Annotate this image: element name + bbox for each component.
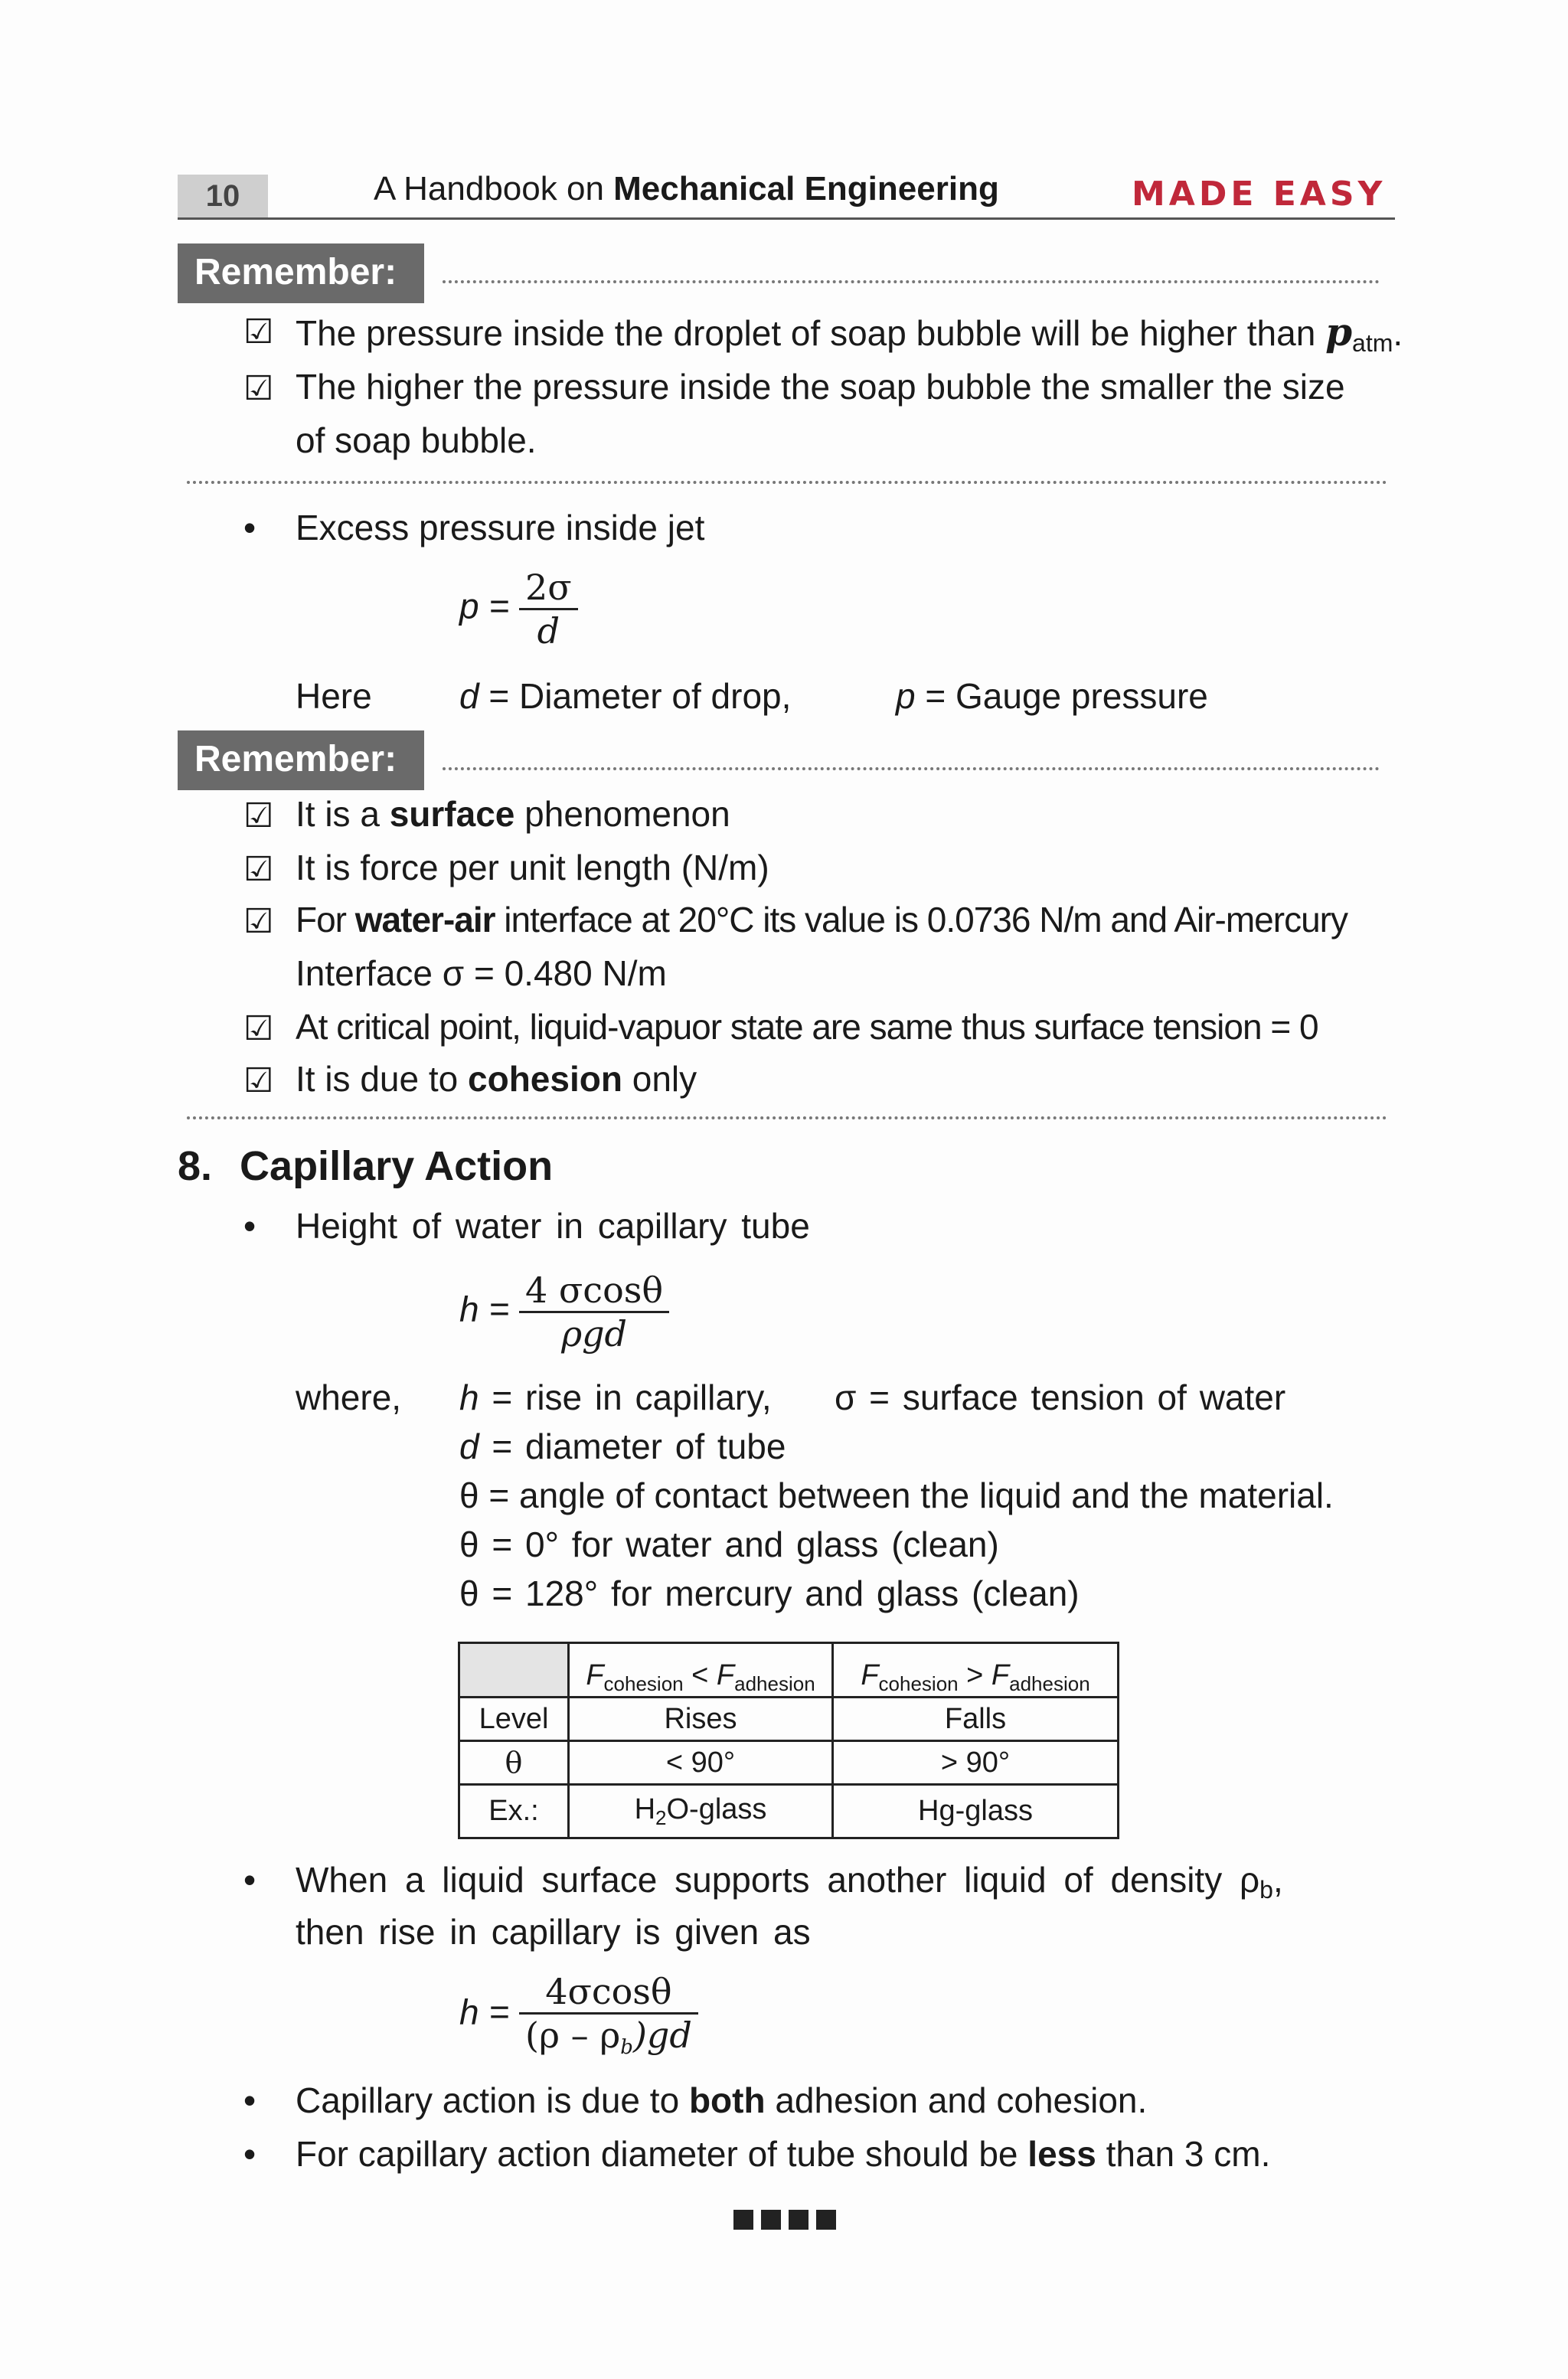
text: )gd	[632, 2015, 692, 2056]
remember2-item-3	[296, 899, 1348, 940]
def-theta	[459, 1475, 1334, 1516]
table-cell: Ex.:	[459, 1785, 569, 1838]
section-title: Capillary Action	[240, 1143, 554, 1189]
formula-lhs: p =	[459, 586, 510, 626]
text: only	[622, 1059, 697, 1099]
comparison-table	[458, 1642, 1119, 1839]
text: than 3 cm.	[1096, 2134, 1271, 2174]
formula-lhs: h =	[459, 1289, 510, 1329]
remember2-item-3-cont: Interface σ = 0.480 N/m	[296, 953, 667, 993]
force-symbol: F	[861, 1659, 879, 1691]
remember2-item-1	[296, 793, 730, 835]
checkbox-icon: ☑	[243, 903, 274, 940]
running-header	[374, 170, 999, 208]
text: For capillary action diameter of tube should be	[296, 2134, 1028, 2174]
numerator: 4σcosθ	[519, 1971, 698, 2015]
def-theta-water	[459, 1524, 999, 1565]
end-mark	[761, 2210, 781, 2230]
var: θ	[459, 1573, 479, 1613]
header-book-title: Mechanical Engineering	[613, 170, 999, 208]
subscript: adhesion	[734, 1672, 815, 1695]
d-definition	[459, 675, 791, 717]
table-header-cell	[833, 1643, 1119, 1698]
subscript: cohesion	[603, 1672, 684, 1695]
p-atm-period: .	[1393, 313, 1403, 353]
text: H	[634, 1792, 656, 1825]
density-formula	[459, 1971, 698, 2059]
var: θ	[459, 1524, 479, 1564]
bold-text: water-air	[354, 900, 495, 940]
bullet-icon: •	[243, 1206, 256, 1246]
def-text: = angle of contact between the liquid and the material.	[479, 1475, 1334, 1515]
p-atm-subscript: atm	[1352, 329, 1393, 357]
checkbox-icon: ☑	[243, 313, 274, 351]
text: ,	[1272, 1860, 1283, 1900]
def-text: = diameter of tube	[479, 1426, 786, 1466]
checkbox-icon: ☑	[243, 797, 274, 835]
table-row	[459, 1698, 1119, 1741]
remember1-item-1-text: The pressure inside the droplet of soap bubble will be higher than	[296, 313, 1326, 353]
table-cell: Level	[459, 1698, 569, 1741]
denominator: ρgd	[561, 1313, 627, 1355]
force-symbol: F	[716, 1659, 735, 1691]
table-row	[459, 1785, 1119, 1838]
bold-text: both	[688, 2080, 766, 2120]
remember-label-1: Remember:	[178, 243, 424, 303]
subscript: b	[1259, 1876, 1273, 1904]
density-bullet	[296, 1859, 1283, 1904]
text: interface at 20°C its value is 0.0736 N/m and Air-mercury	[495, 900, 1348, 940]
subscript: b	[620, 2036, 633, 2059]
text: Capillary action is due to	[296, 2080, 689, 2120]
bullet-icon: •	[243, 2080, 256, 2120]
fraction	[519, 567, 578, 652]
section-heading	[178, 1142, 553, 1190]
table-cell: Falls	[833, 1698, 1119, 1741]
text: adhesion and cohesion.	[765, 2080, 1148, 2120]
text: It is due to	[296, 1059, 469, 1099]
end-mark	[789, 2210, 808, 2230]
table-cell	[569, 1785, 833, 1838]
subscript: adhesion	[1009, 1672, 1090, 1695]
def-d	[459, 1426, 786, 1467]
bold-text: surface	[389, 794, 515, 834]
remember2-item-5	[296, 1058, 697, 1100]
subscript: cohesion	[878, 1672, 959, 1695]
header-prefix: A Handbook on	[374, 170, 614, 208]
dotted-rule	[187, 481, 1387, 484]
operator: >	[958, 1659, 991, 1691]
bullet-icon: •	[243, 1860, 256, 1900]
bullet-icon: •	[243, 2134, 256, 2174]
end-mark	[816, 2210, 836, 2230]
text: For	[296, 900, 355, 940]
jet-formula	[459, 567, 578, 652]
d-def: = Diameter of drop,	[479, 676, 792, 716]
p-var: p	[896, 676, 916, 716]
def-text: = rise in capillary,	[479, 1377, 772, 1417]
force-symbol: F	[586, 1659, 604, 1691]
p-definition	[896, 675, 1208, 717]
bullet-icon: •	[243, 508, 256, 547]
where-label: where,	[296, 1377, 402, 1417]
p-def: = Gauge pressure	[915, 676, 1208, 716]
dotted-rule	[187, 1116, 1387, 1119]
checkbox-icon: ☑	[243, 851, 274, 888]
formula-lhs: h =	[459, 1992, 510, 2032]
bold-text: cohesion	[468, 1059, 622, 1099]
table-row	[459, 1741, 1119, 1785]
remember-label-2: Remember:	[178, 730, 424, 790]
adhesion-bullet	[296, 2080, 1147, 2121]
table-cell: Hg-glass	[833, 1785, 1119, 1838]
capillary-bullet-1: Height of water in capillary tube	[296, 1206, 810, 1246]
brand-logo: MADE EASY	[1132, 175, 1387, 214]
remember1-item-2: The higher the pressure inside the soap bubble the smaller the size	[296, 367, 1345, 407]
checkbox-icon: ☑	[243, 1010, 274, 1047]
operator: <	[683, 1659, 717, 1691]
p-atm-symbol: p	[1325, 309, 1353, 355]
here-label: Here	[296, 676, 372, 716]
subscript: 2	[655, 1805, 667, 1829]
header-divider	[178, 217, 1395, 220]
table-cell: Rises	[569, 1698, 833, 1741]
denominator	[519, 2015, 698, 2059]
def-text: = 128° for mercury and glass (clean)	[479, 1573, 1080, 1613]
remember2-item-4: At critical point, liquid-vapuor state are same thus surface tension = 0	[296, 1007, 1318, 1047]
var: d	[459, 1426, 479, 1466]
def-theta-mercury	[459, 1573, 1080, 1614]
denominator: d	[537, 610, 560, 652]
dotted-rule	[443, 280, 1380, 283]
end-mark	[733, 2210, 753, 2230]
page-number: 10	[178, 175, 268, 217]
capillary-formula	[459, 1270, 669, 1355]
section-number: 8.	[178, 1143, 213, 1189]
force-symbol: F	[991, 1659, 1010, 1691]
checkbox-icon: ☑	[243, 1062, 274, 1100]
d-var: d	[459, 676, 479, 716]
text: It is a	[296, 794, 390, 834]
dotted-rule	[443, 767, 1380, 770]
table-cell: < 90°	[569, 1741, 833, 1785]
fraction	[519, 1971, 698, 2059]
text: When a liquid surface supports another liquid of density ρ	[296, 1860, 1260, 1900]
numerator: 4 σcosθ	[519, 1270, 669, 1313]
fraction	[519, 1270, 669, 1355]
table-corner-cell	[459, 1643, 569, 1698]
def-sigma: σ = surface tension of water	[835, 1377, 1286, 1417]
text: (ρ – ρ	[525, 2015, 621, 2056]
remember1-item-1	[296, 309, 1403, 358]
def-text: = 0° for water and glass (clean)	[479, 1524, 999, 1564]
var: θ	[459, 1475, 479, 1515]
remember2-item-2: It is force per unit length (N/m)	[296, 848, 769, 887]
remember1-item-2-cont: of soap bubble.	[296, 420, 537, 460]
diameter-bullet	[296, 2133, 1270, 2175]
jet-heading: Excess pressure inside jet	[296, 508, 705, 547]
checkbox-icon: ☑	[243, 370, 274, 407]
table-header-cell	[569, 1643, 833, 1698]
table-cell: θ	[459, 1741, 569, 1785]
table-cell: > 90°	[833, 1741, 1119, 1785]
var: h	[459, 1377, 479, 1417]
table-header-row	[459, 1643, 1119, 1698]
text: phenomenon	[514, 794, 730, 834]
numerator: 2σ	[519, 567, 578, 610]
density-bullet-cont: then rise in capillary is given as	[296, 1912, 811, 1952]
bold-text: less	[1027, 2134, 1096, 2174]
def-h	[459, 1377, 772, 1418]
text: O-glass	[666, 1792, 767, 1825]
